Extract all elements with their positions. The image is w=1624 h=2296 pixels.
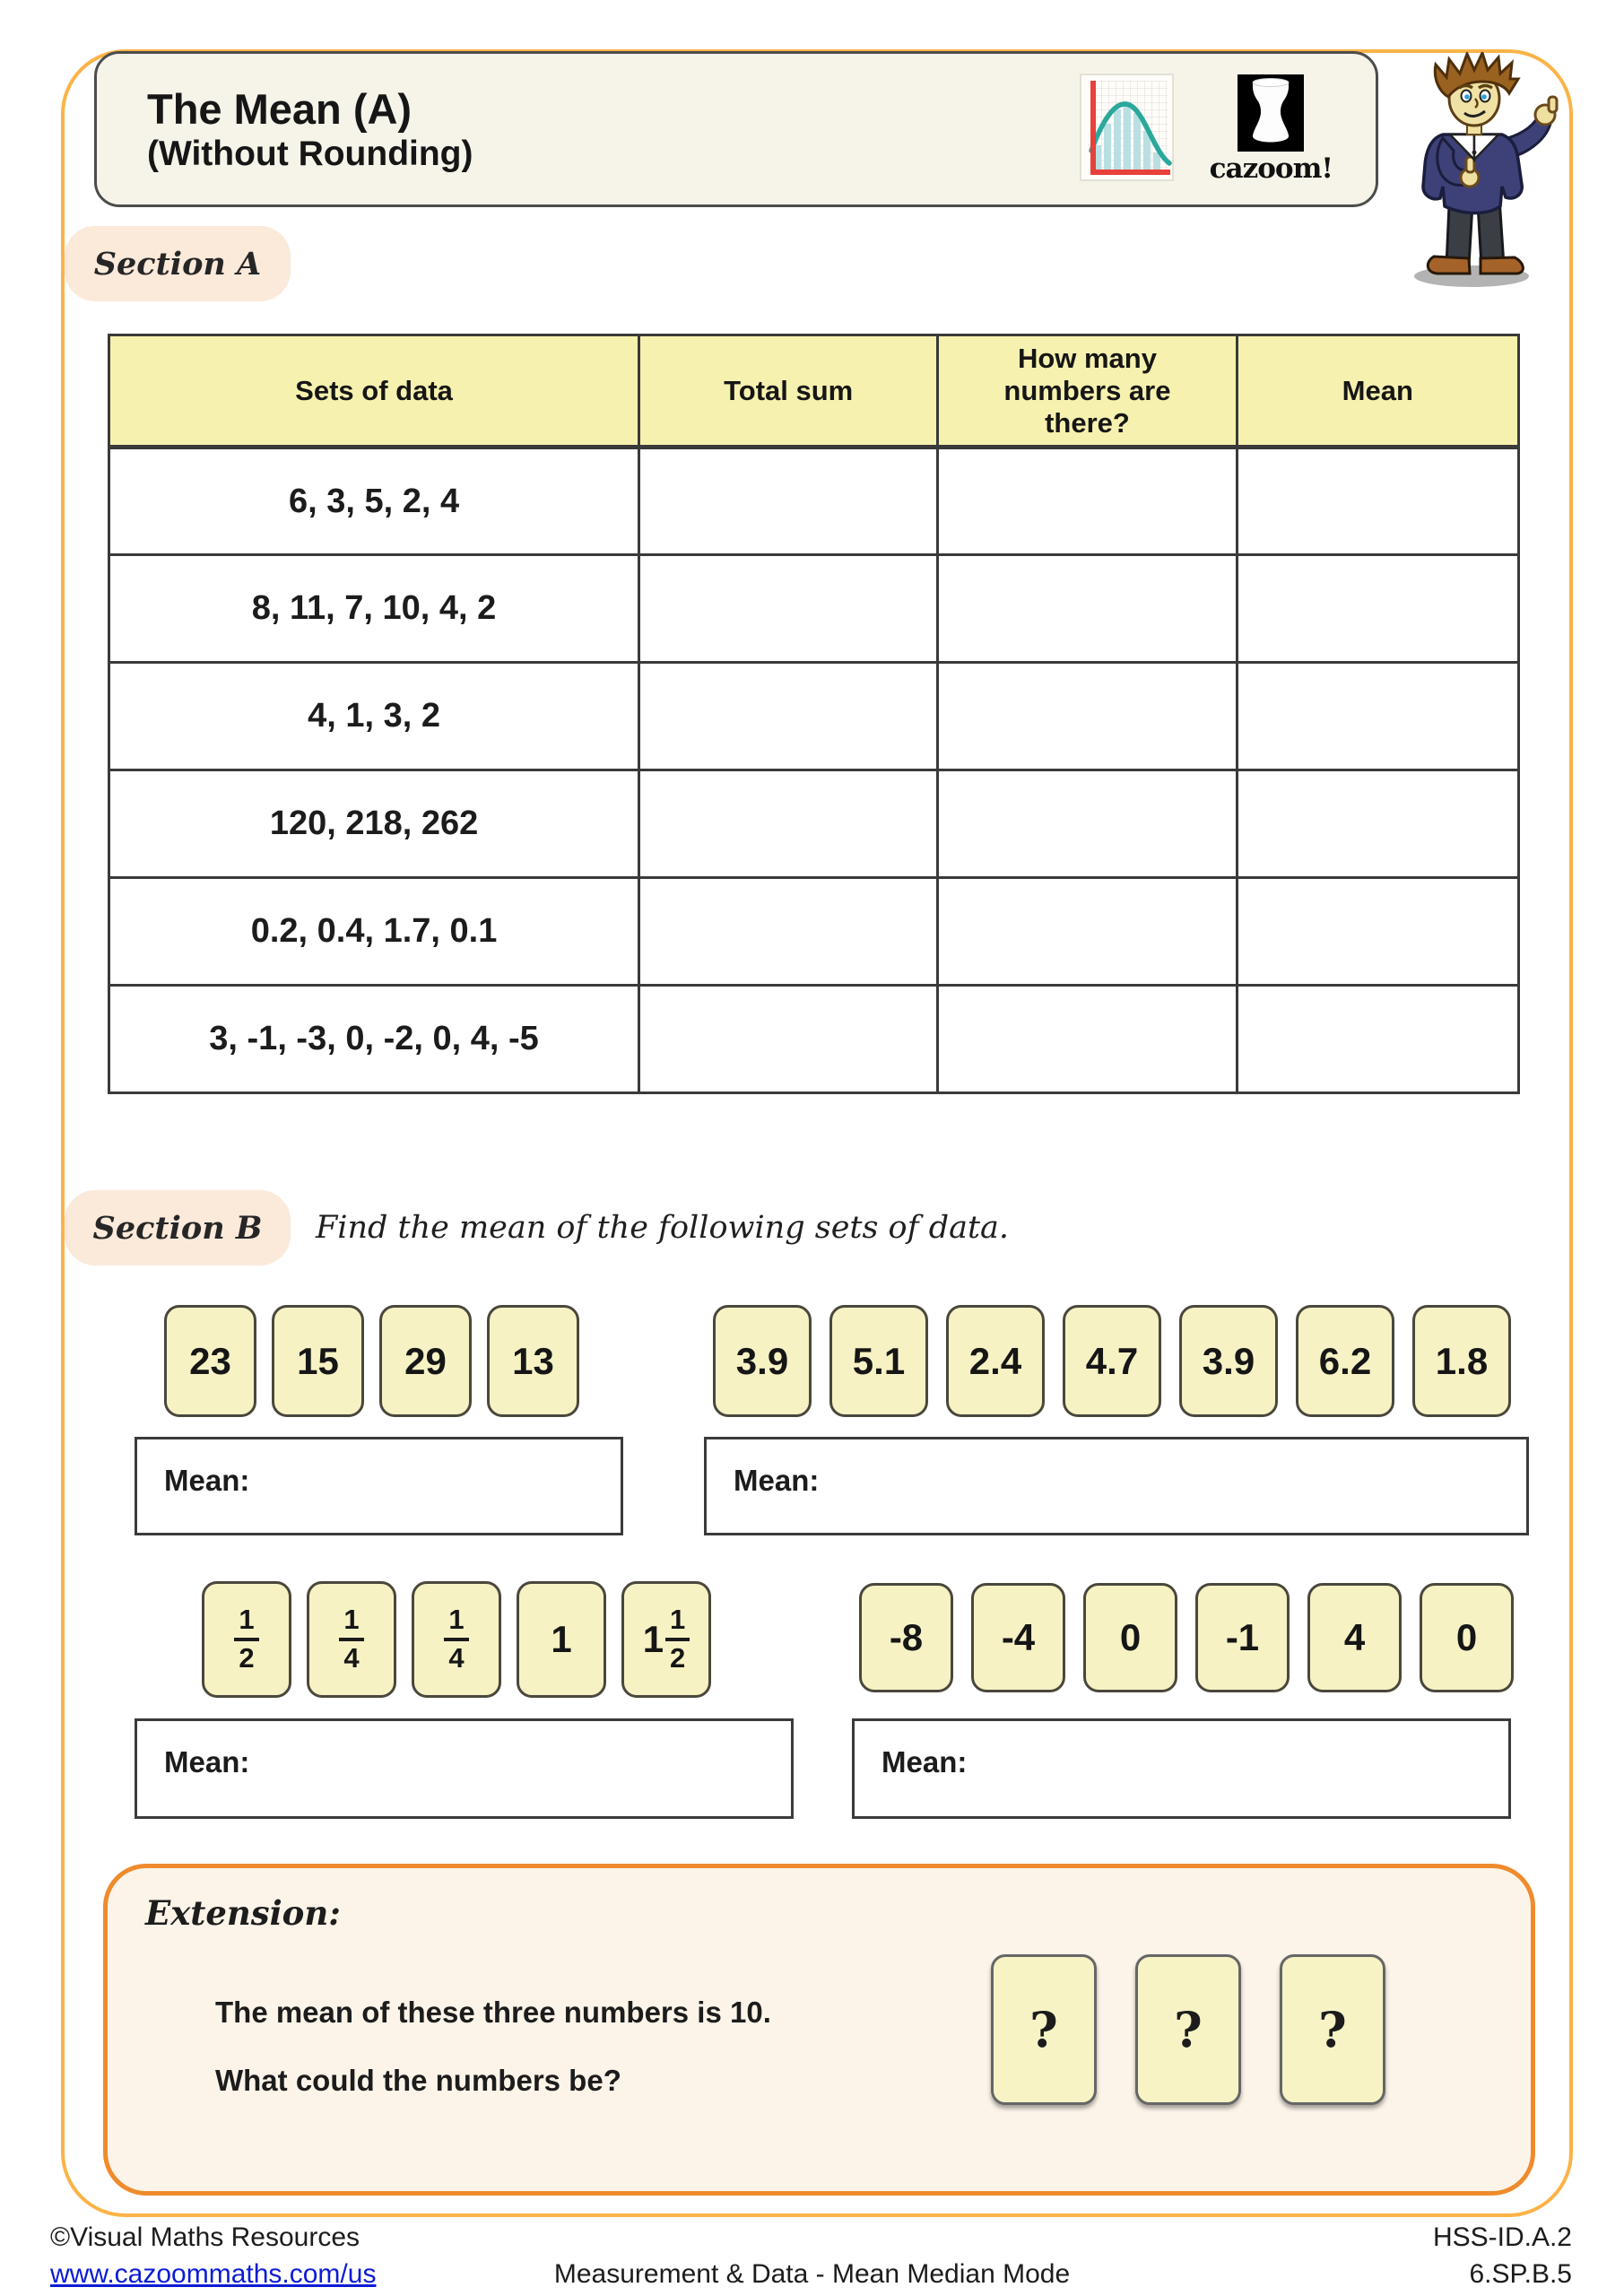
footer-topic: Measurement & Data - Mean Median Mode (553, 2259, 1071, 2289)
extension-card-group (991, 1954, 1385, 2105)
number-card: -4 (971, 1583, 1065, 1692)
fraction-card: 1 (517, 1581, 606, 1698)
answer-cell-total-sum[interactable] (639, 448, 938, 555)
answer-cell-mean[interactable] (1237, 878, 1518, 986)
section-a-label: Section A (93, 245, 262, 283)
footer-website-link[interactable]: www.cazoommaths.com/us (50, 2259, 377, 2289)
answer-cell-total-sum[interactable] (639, 663, 938, 770)
number-card: -1 (1195, 1583, 1290, 1692)
fraction-card: $\frac{1}{4}$ (412, 1581, 501, 1698)
column-header-1: Total sum (639, 335, 938, 448)
number-card: 1.8 (1412, 1305, 1511, 1417)
answer-cell-total-sum[interactable] (639, 555, 938, 663)
cazoom-logo (1210, 74, 1333, 185)
worksheet-header (94, 51, 1378, 207)
card-group-negatives (859, 1583, 1514, 1692)
number-card: 2.4 (946, 1305, 1045, 1417)
answer-cell-total-sum[interactable] (639, 878, 938, 986)
table-row (109, 770, 1519, 878)
mean-answer-box-negatives[interactable] (852, 1718, 1511, 1819)
table-row (109, 986, 1519, 1093)
cazoom-logo-text: cazoom! (1209, 152, 1333, 185)
data-set-cell: 3, -1, -3, 0, -2, 0, 4, -5 (109, 986, 639, 1093)
number-card: 6.2 (1296, 1305, 1394, 1417)
number-card: 3.9 (713, 1305, 812, 1417)
fraction-card: 1 $\frac{1}{2}$ (621, 1581, 711, 1698)
answer-cell-count[interactable] (938, 878, 1237, 986)
mean-answer-box-whole-numbers[interactable] (135, 1437, 623, 1535)
section-a-badge (65, 226, 291, 301)
answer-cell-mean[interactable] (1237, 986, 1518, 1093)
section-a-table (108, 334, 1520, 1094)
page-title: The Mean (A) (147, 84, 413, 133)
answer-cell-count[interactable] (938, 986, 1237, 1093)
answer-cell-total-sum[interactable] (639, 986, 938, 1093)
column-header-0: Sets of data (109, 335, 639, 448)
data-set-cell: 8, 11, 7, 10, 4, 2 (109, 555, 639, 663)
number-card: 13 (487, 1305, 579, 1417)
card-group-whole-numbers (164, 1305, 579, 1417)
data-set-cell: 6, 3, 5, 2, 4 (109, 448, 639, 555)
section-b-label: Section B (92, 1209, 263, 1247)
data-set-cell: 120, 218, 262 (109, 770, 639, 878)
question-mark-card: ? (991, 1954, 1097, 2105)
answer-cell-count[interactable] (938, 555, 1237, 663)
extension-question-line1: The mean of these three numbers is 10. (215, 1996, 771, 2029)
question-mark-card: ? (1135, 1954, 1241, 2105)
answer-cell-mean[interactable] (1237, 448, 1518, 555)
table-row (109, 448, 1519, 555)
card-group-decimals (713, 1305, 1511, 1417)
column-header-2: How many numbers are there? (938, 335, 1237, 448)
data-set-cell: 0.2, 0.4, 1.7, 0.1 (109, 878, 639, 986)
answer-cell-count[interactable] (938, 448, 1237, 555)
data-set-cell: 4, 1, 3, 2 (109, 663, 639, 770)
extension-box (103, 1864, 1535, 2196)
number-card: 23 (164, 1305, 256, 1417)
answer-cell-count[interactable] (938, 663, 1237, 770)
answer-cell-mean[interactable] (1237, 770, 1518, 878)
cartoon-boy-thumbs-up-mascot (1384, 52, 1568, 294)
page-subtitle: (Without Rounding) (147, 135, 473, 174)
table-header-row (109, 335, 1519, 448)
number-card: 4.7 (1063, 1305, 1161, 1417)
number-card: 0 (1420, 1583, 1514, 1692)
number-card: 15 (272, 1305, 364, 1417)
number-card: 29 (379, 1305, 472, 1417)
answer-cell-count[interactable] (938, 770, 1237, 878)
answer-cell-mean[interactable] (1237, 555, 1518, 663)
card-group-fractions (202, 1581, 711, 1698)
mean-answer-box-fractions[interactable] (135, 1718, 794, 1819)
number-card: 3.9 (1179, 1305, 1278, 1417)
extension-question-line2: What could the numbers be? (215, 2064, 621, 2097)
table-row (109, 555, 1519, 663)
table-row (109, 663, 1519, 770)
mean-answer-box-decimals[interactable] (704, 1437, 1529, 1535)
number-card: 5.1 (829, 1305, 928, 1417)
mean-label: Mean: (881, 1745, 968, 1779)
footer-copyright: ©Visual Maths Resources (50, 2222, 360, 2252)
mean-label: Mean: (164, 1745, 250, 1779)
number-card: 4 (1307, 1583, 1402, 1692)
answer-cell-total-sum[interactable] (639, 770, 938, 878)
mean-label: Mean: (164, 1464, 250, 1497)
table-body (109, 448, 1519, 1093)
section-b-badge (65, 1190, 291, 1265)
fraction-card: $\frac{1}{4}$ (307, 1581, 396, 1698)
question-mark-card: ? (1280, 1954, 1385, 2105)
number-card: 0 (1083, 1583, 1177, 1692)
extension-label: Extension: (145, 1893, 341, 1933)
title-block (147, 84, 1080, 174)
mean-label: Mean: (734, 1464, 820, 1497)
answer-cell-mean[interactable] (1237, 663, 1518, 770)
footer-standard-hss: HSS-ID.A.2 (1432, 2222, 1572, 2252)
section-b-instruction: Find the mean of the following sets of data. (316, 1210, 1010, 1246)
djembe-drum-logo-icon (1238, 74, 1304, 152)
column-header-3: Mean (1237, 335, 1518, 448)
fraction-card: $\frac{1}{2}$ (202, 1581, 291, 1698)
footer-standard-sp: 6.SP.B.5 (1469, 2259, 1572, 2289)
bell-curve-histogram-icon (1080, 74, 1174, 186)
table-row (109, 878, 1519, 986)
number-card: -8 (859, 1583, 953, 1692)
